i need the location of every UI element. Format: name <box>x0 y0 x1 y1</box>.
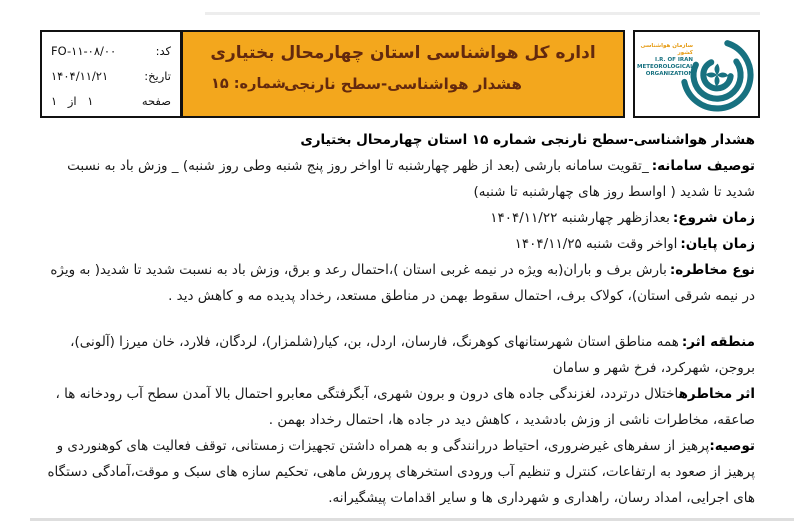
paragraph-system-description <box>38 153 755 205</box>
organization-title: اداره کل هواشناسی استان چهارمحال بختیاری <box>210 43 596 63</box>
system-description-label: توصیف سامانه: <box>651 158 755 174</box>
paragraph-recommendation <box>38 433 755 511</box>
warning-number: شماره: ۱۵ <box>211 76 286 92</box>
paragraph-affected-area <box>38 329 755 381</box>
code-label: کد: <box>155 43 171 58</box>
page-value: ۱ از ۱ <box>51 93 94 108</box>
page-bottom-divider <box>30 518 794 521</box>
logo-text-block <box>637 43 693 78</box>
logo-persian-name: سازمان هواشناسی کشور <box>640 43 693 56</box>
hazard-effect-text: اختلال درتردد، لغزندگی جاده های درون و برون شهری، آبگرفتگی معابرو احتمال بالا آمدن سطح آب رودخانه ها ، صاعقه، مخاطرات ناشی از وزش بادشدید ، کاهش دید در جاده ها، احتمال رخداد بهمن . <box>55 386 755 428</box>
date-label: تاریخ: <box>144 68 171 83</box>
system-description-text: _تقویت سامانه بارشی (بعد از ظهر چهارشنبه تا اواخر روز پنج شنبه وطی روز شنبه) _ وزش باد به نسبت شدید تا شدید ( اواسط روز های چهارشنبه تا شنبه) <box>67 158 755 200</box>
page-row <box>51 88 171 113</box>
recommendation-label: توصیه: <box>709 438 755 454</box>
page-label: صفحه <box>141 93 171 108</box>
hazard-type-text: بارش برف و باران(به ویژه در نیمه غربی استان )،احتمال رعد و برق، وزش باد به نسبت شدید تا شدید( به ویژه در نیمه شرقی استان)، کولاک برف، احتمال سقوط بهمن در مناطق مستعد، رخداد پدیده مه و کاهش دید . <box>50 262 755 304</box>
paragraph-hazard-type <box>38 257 755 309</box>
banner-subtitle-row <box>183 75 623 97</box>
paragraph-hazard-effect <box>38 381 755 433</box>
logo-en-line3: ORGANIZATION <box>645 71 693 77</box>
orange-warning-banner <box>181 30 625 118</box>
logo-en-line1: I.R. OF IRAN <box>655 57 693 63</box>
paragraph-end-time <box>38 231 755 257</box>
recommendation-text: پرهیز از سفرهای غیرضروری، احتیاط دررانندگی و به همراه داشتن تجهیزات زمستانی، توقف فعالیت های کوهنوردی و پرهیز از صعود به ارتفاعات، کنترل و تنظیم آب ورودی استخرهای پرورش ماهی، تحکیم سازه های سبک و موقت،آمادگی دستگاه های اجرایی، امداد رسان، راهداری و شهرداری ها و سایر اقدامات پیشگیرانه. <box>47 438 755 506</box>
scan-artifact-line-top <box>205 12 760 15</box>
logo-en-line2: METEOROLOGICAL <box>637 64 694 70</box>
date-value: ۱۴۰۴/۱۱/۲۱ <box>51 68 109 83</box>
warning-level-title: هشدار هواشناسی-سطح نارنجی <box>284 75 522 93</box>
affected-area-text: همه مناطق استان شهرستانهای کوهرنگ، فارسان، اردل، بن، کیار(شلمزار)، لردگان، فلارد، خان میرزا (آلونی)، بروجن، شهرکرد، فرخ شهر و سامان <box>70 334 755 376</box>
affected-area-label: منطقه اثر: <box>681 334 755 350</box>
date-row <box>51 63 171 88</box>
document-info-box <box>40 30 182 118</box>
document-body <box>38 127 755 511</box>
end-time-label: زمان پایان: <box>680 236 755 252</box>
code-row <box>51 38 171 63</box>
start-time-text: بعدازظهر چهارشنبه ۱۴۰۴/۱۱/۲۲ <box>490 210 670 226</box>
hazard-effect-label: اثر مخاطره <box>678 386 755 402</box>
hazard-type-label: نوع مخاطره: <box>669 262 755 278</box>
logo-box <box>633 30 760 118</box>
paragraph-start-time <box>38 205 755 231</box>
warning-heading: هشدار هواشناسی-سطح نارنجی شماره ۱۵ استان چهارمحال بختیاری <box>300 132 755 148</box>
code-value: FO-۱۱-۰۸/۰۰ <box>51 43 117 58</box>
start-time-label: زمان شروع: <box>672 210 755 226</box>
end-time-text: اواخر وقت شنبه ۱۴۰۴/۱۱/۲۵ <box>514 236 678 252</box>
